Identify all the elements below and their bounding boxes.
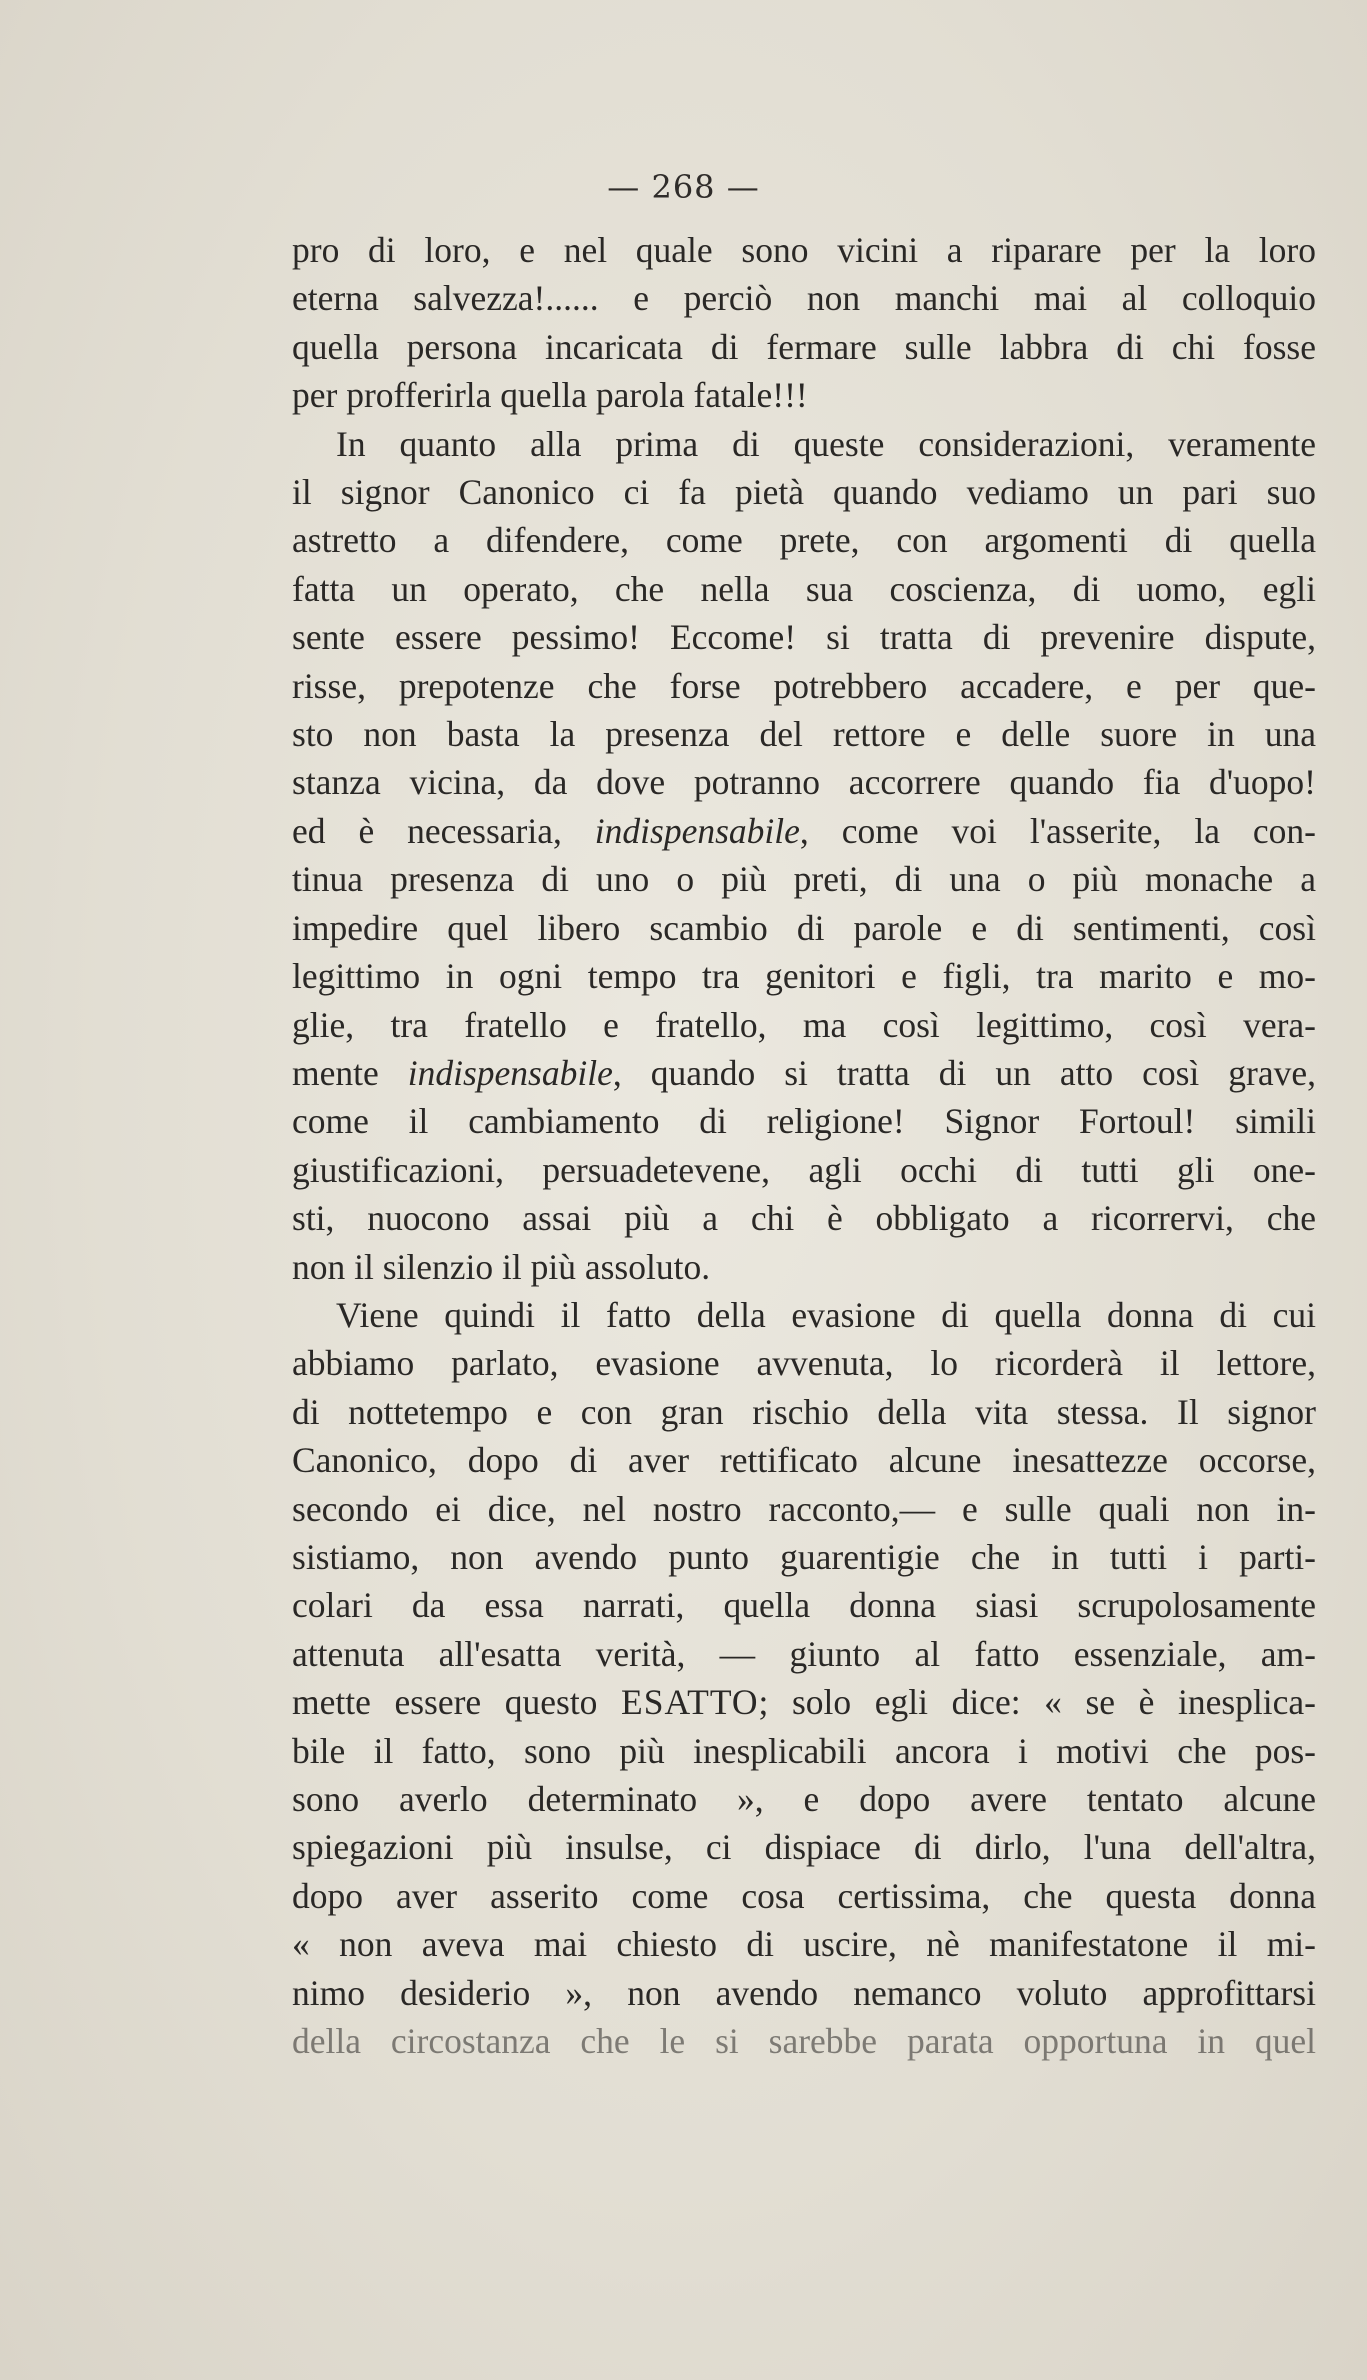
text-line: non il silenzio il più assoluto. bbox=[292, 1246, 711, 1287]
text-line: nimo desiderio », non avendo nemanco voluto approfittarsi bbox=[292, 1972, 1316, 2013]
text-line: ed è necessaria, indispensabile, come voi l'asserite, la con- bbox=[292, 810, 1316, 851]
text-line: dopo aver asserito come cosa certissima, che questa donna bbox=[292, 1875, 1316, 1916]
text-line: sti, nuocono assai più a chi è obbligato a ricorrervi, che bbox=[292, 1198, 1316, 1239]
text-line: impedire quel libero scambio di parole e di sentimenti, così bbox=[292, 907, 1316, 948]
text-line: Viene quindi il fatto della evasione di quella donna di cui bbox=[336, 1294, 1316, 1335]
text-line: di nottetempo e con gran rischio della vita stessa. Il signor bbox=[292, 1391, 1316, 1432]
text-line: bile il fatto, sono più inesplicabili ancora i motivi che pos- bbox=[292, 1730, 1316, 1771]
text-line: quella persona incaricata di fermare sulle labbra di chi fosse bbox=[292, 326, 1316, 367]
text-line: sistiamo, non avendo punto guarentigie che in tutti i parti- bbox=[292, 1536, 1316, 1577]
text-line: mette essere questo ESATTO; solo egli dice: « se è inesplica- bbox=[292, 1682, 1316, 1723]
page-number: — 268 — bbox=[607, 168, 760, 206]
text-line: colari da essa narrati, quella donna siasi scrupolosamente bbox=[292, 1585, 1316, 1626]
text-line: « non aveva mai chiesto di uscire, nè manifestatone il mi- bbox=[292, 1924, 1316, 1965]
text-line: il signor Canonico ci fa pietà quando vediamo un pari suo bbox=[292, 472, 1316, 513]
text-line: pro di loro, e nel quale sono vicini a riparare per la loro bbox=[292, 230, 1316, 270]
text-line: risse, prepotenze che forse potrebbero accadere, e per que- bbox=[292, 665, 1316, 706]
text-line: sente essere pessimo! Eccome! si tratta di prevenire dispute, bbox=[292, 617, 1316, 658]
emphasis-italic: indispensabile bbox=[594, 810, 800, 851]
text-line: sto non basta la presenza del rettore e delle suore in una bbox=[292, 714, 1316, 755]
emphasis-small-caps: ESATTO bbox=[621, 1682, 759, 1723]
text-line: mente indispensabile, quando si tratta di un atto così grave, bbox=[292, 1052, 1316, 1093]
text-line: per profferirla quella parola fatale!!! bbox=[292, 375, 808, 416]
text-line: sono averlo determinato », e dopo avere tentato alcune bbox=[292, 1779, 1316, 1819]
text-line: secondo ei dice, nel nostro racconto,— e sulle quali non in- bbox=[292, 1488, 1316, 1529]
emphasis-italic: indispensabile bbox=[407, 1052, 613, 1093]
text-line: glie, tra fratello e fratello, ma così legittimo, così vera- bbox=[292, 1004, 1316, 1045]
text-line: Canonico, dopo di aver rettificato alcune inesattezze occorse, bbox=[292, 1440, 1316, 1481]
body-text bbox=[292, 226, 1316, 2065]
text-line: attenuta all'esatta verità, — giunto al fatto essenziale, am- bbox=[292, 1633, 1316, 1674]
text-line: giustificazioni, persuadetevene, agli occhi di tutti gli one- bbox=[292, 1149, 1316, 1190]
text-line: In quanto alla prima di queste considerazioni, veramente bbox=[336, 423, 1316, 464]
text-line: stanza vicina, da dove potranno accorrere quando fia d'uopo! bbox=[292, 762, 1316, 803]
text-line: eterna salvezza!...... e perciò non manchi mai al colloquio bbox=[292, 278, 1316, 319]
text-line: fatta un operato, che nella sua coscienza, di uomo, egli bbox=[292, 568, 1316, 609]
text-line: come il cambiamento di religione! Signor Fortoul! simili bbox=[292, 1101, 1316, 1142]
text-line: abbiamo parlato, evasione avvenuta, lo ricorderà il lettore, bbox=[292, 1343, 1316, 1384]
text-line: legittimo in ogni tempo tra genitori e figli, tra marito e mo- bbox=[292, 956, 1316, 997]
text-line: astretto a difendere, come prete, con argomenti di quella bbox=[292, 520, 1316, 561]
text-line: spiegazioni più insulse, ci dispiace di dirlo, l'una dell'altra, bbox=[292, 1827, 1316, 1868]
text-line: tinua presenza di uno o più preti, di una o più monache a bbox=[292, 859, 1316, 900]
text-line: della circostanza che le si sarebbe parata opportuna in quel bbox=[292, 2021, 1316, 2062]
